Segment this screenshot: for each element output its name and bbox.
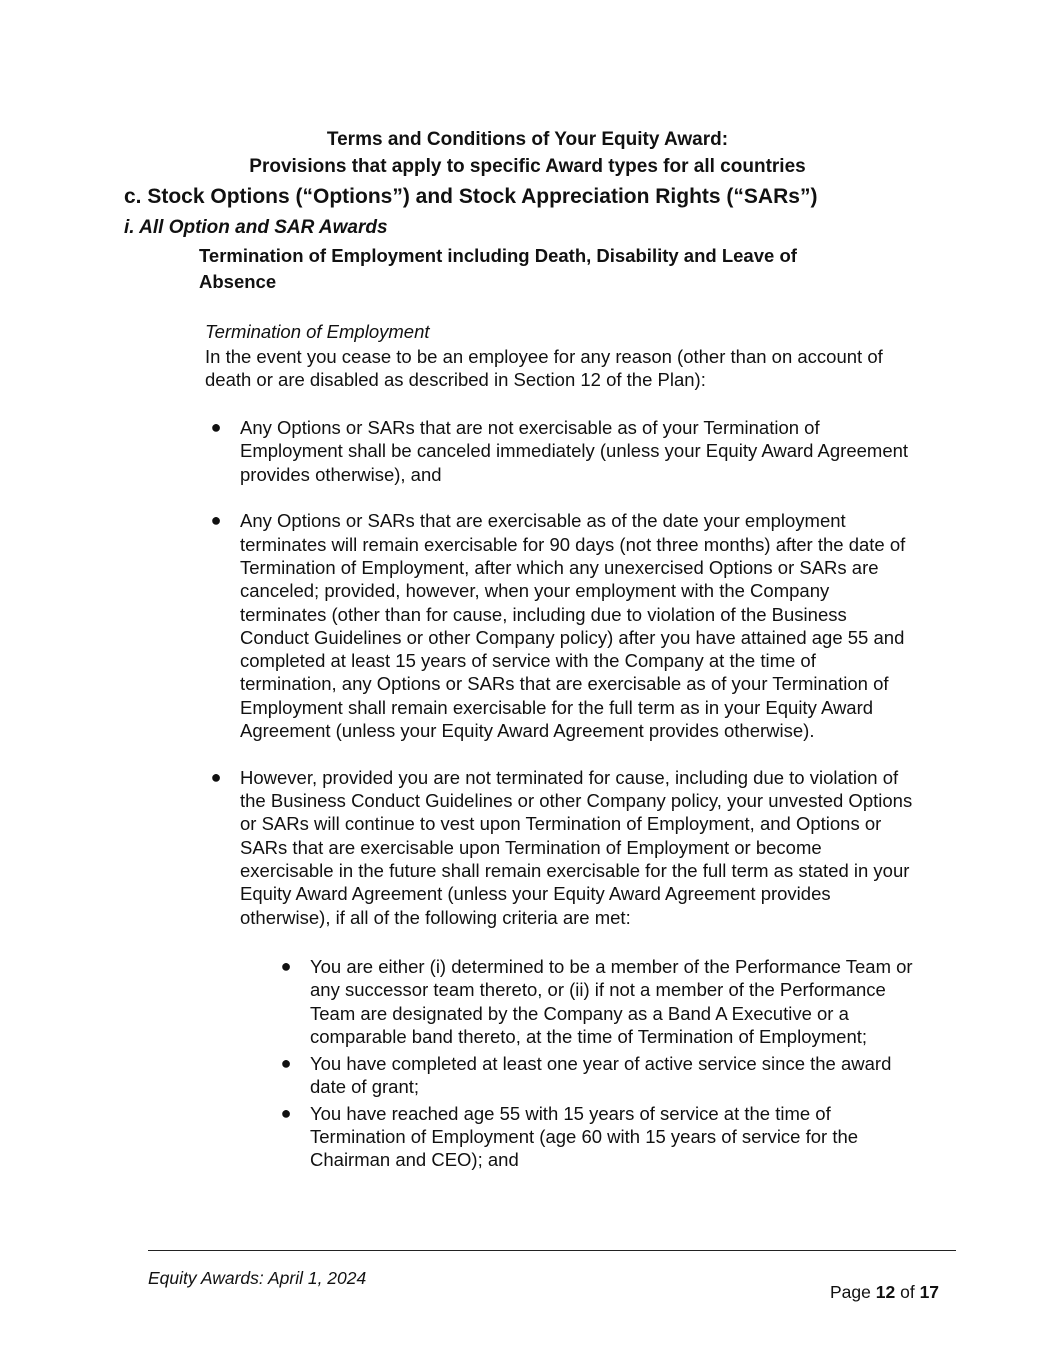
- bullet-icon: ●: [280, 1052, 292, 1073]
- termination-intro: In the event you cease to be an employee for any reason (other than on account of death or are disabled as described in Section 12 of the Plan):: [205, 345, 883, 390]
- page-number: [830, 1281, 939, 1303]
- criteria-item: [276, 1102, 916, 1172]
- page-current: 12: [875, 1282, 896, 1302]
- section-heading: c. Stock Options (“Options”) and Stock Appreciation Rights (“SARs”): [124, 185, 818, 208]
- termination-bullet-list: [206, 416, 916, 1195]
- termination-subtitle: Termination of Employment: [205, 321, 430, 342]
- topic-heading: Termination of Employment including Death, Disability and Leave of Absence: [199, 245, 797, 292]
- page-prefix: Page: [830, 1282, 871, 1302]
- bullet-icon: ●: [210, 510, 222, 531]
- list-item-text: Any Options or SARs that are exercisable as of the date your employment terminates will remain exercisable for 90 days (not three months) after the date of Termination of Employment, after which any unexercised Options or SARs are canceled; provided, however, when your employment with the Company terminates (other than for cause, including due to violation of the Business Conduct Guidelines or other Company policy) after you have attained age 55 and completed at least 15 years of service with the Company at the time of termination, any Options or SARs that are exercisable as of your Termination of Employment shall remain exercisable for the full term as in your Equity Award Agreement (unless your Equity Award Agreement provides otherwise).: [240, 510, 906, 742]
- list-item: [206, 416, 916, 486]
- footer-date: Equity Awards: April 1, 2024: [148, 1268, 367, 1288]
- document-header: [0, 126, 1055, 180]
- header-subtitle: Provisions that apply to specific Award types for all countries: [249, 156, 806, 177]
- criteria-item: [276, 955, 916, 1048]
- page-total: 17: [919, 1282, 940, 1302]
- criteria-item: [276, 1052, 916, 1099]
- criteria-item-text: You are either (i) determined to be a member of the Performance Team or any successor team thereto, or (ii) if not a member of the Performance Team are designated by the Company as a Band A Executive or a comparable band thereto, at the time of Termination of Employment;: [310, 955, 913, 1047]
- footer-divider: [148, 1250, 956, 1251]
- bullet-icon: ●: [280, 1102, 292, 1123]
- termination-block: [205, 320, 925, 392]
- list-item: [206, 766, 916, 1172]
- list-item-text: However, provided you are not terminated for cause, including due to violation of the Business Conduct Guidelines or other Company policy, your unvested Options or SARs will continue to vest upon Termination of Employment, and Options or SARs that are exercisable upon Termination of Employment or become exercisable in the future shall remain exercisable for the full term as stated in your Equity Award Agreement (unless your Equity Award Agreement provides otherwise), if all of the following criteria are met:: [240, 766, 913, 928]
- subsection-heading: i. All Option and SAR Awards: [124, 217, 388, 238]
- criteria-item-text: You have reached age 55 with 15 years of service at the time of Termination of Employment (age 60 with 15 years of service for the Chairman and CEO); and: [310, 1102, 859, 1171]
- page-of: of: [900, 1282, 915, 1302]
- bullet-icon: ●: [210, 766, 222, 787]
- header-title: Terms and Conditions of Your Equity Award:: [326, 129, 729, 150]
- list-item: [206, 509, 916, 742]
- list-item-text: Any Options or SARs that are not exercisable as of your Termination of Employment shall be canceled immediately (unless your Equity Award Agreement provides otherwise), and: [240, 417, 909, 485]
- bullet-icon: ●: [210, 417, 222, 437]
- bullet-icon: ●: [280, 955, 292, 976]
- criteria-list: [276, 955, 916, 1172]
- criteria-item-text: You have completed at least one year of active service since the award date of grant;: [310, 1052, 892, 1097]
